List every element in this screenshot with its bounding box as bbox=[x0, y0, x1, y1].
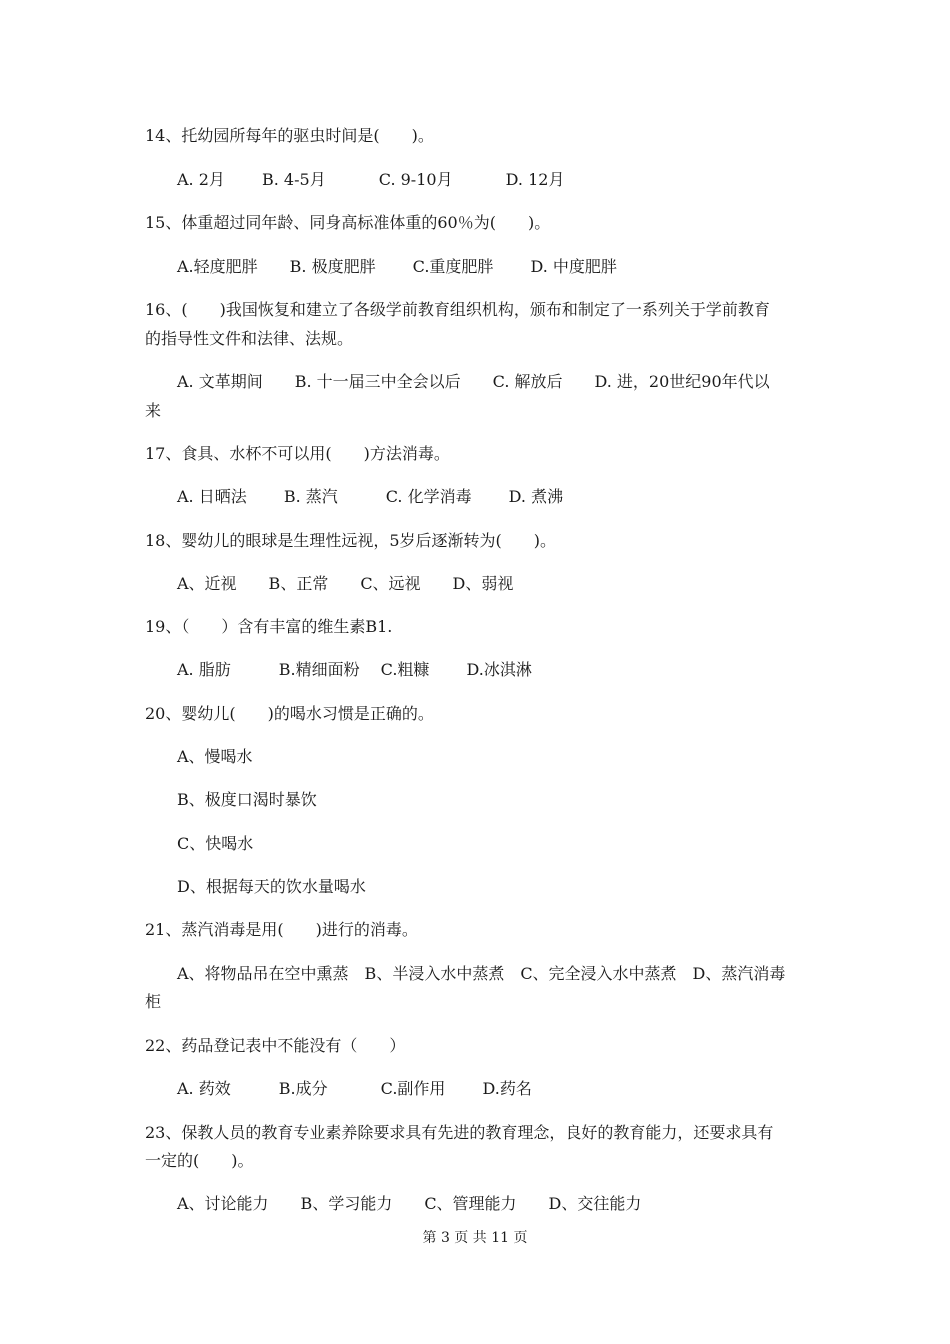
question-20-option-a: A、慢喝水 bbox=[177, 747, 253, 766]
question-20-option-d: D、根据每天的饮水量喝水 bbox=[177, 877, 366, 896]
question-19-options: A. 脂肪 B.精细面粉 C.粗糠 D.冰淇淋 bbox=[177, 660, 532, 679]
question-16-stem-line2: 的指导性文件和法律、法规。 bbox=[145, 329, 354, 348]
page-number-footer: 第 3 页 共 11 页 bbox=[422, 1230, 528, 1246]
question-21-options-line1: A、将物品吊在空中熏蒸 B、半浸入水中蒸煮 C、完全浸入水中蒸煮 D、蒸汽消毒 bbox=[177, 964, 786, 983]
question-21-stem: 21、蒸汽消毒是用( )进行的消毒。 bbox=[145, 920, 418, 939]
question-19-stem: 19、（ ）含有丰富的维生素B1. bbox=[145, 617, 393, 636]
question-15-options: A.轻度肥胖 B. 极度肥胖 C.重度肥胖 D. 中度肥胖 bbox=[177, 257, 617, 276]
question-17-options: A. 日晒法 B. 蒸汽 C. 化学消毒 D. 煮沸 bbox=[177, 487, 564, 506]
question-20-option-c: C、快喝水 bbox=[177, 834, 254, 853]
question-22-options: A. 药效 B.成分 C.副作用 D.药名 bbox=[177, 1079, 532, 1098]
question-21-options-line2: 柜 bbox=[145, 992, 162, 1011]
question-18-stem: 18、婴幼儿的眼球是生理性远视，5岁后逐渐转为( )。 bbox=[145, 531, 557, 550]
question-16-options-line2: 来 bbox=[145, 401, 162, 420]
question-20-stem: 20、婴幼儿( )的喝水习惯是正确的。 bbox=[145, 704, 434, 723]
question-17-stem: 17、食具、水杯不可以用( )方法消毒。 bbox=[145, 444, 450, 463]
question-22-stem: 22、药品登记表中不能没有（ ） bbox=[145, 1036, 406, 1055]
question-15-stem: 15、体重超过同年龄、同身高标准体重的60％为( )。 bbox=[145, 213, 551, 232]
question-23-options: A、讨论能力 B、学习能力 C、管理能力 D、交往能力 bbox=[177, 1194, 642, 1213]
question-23-stem-line1: 23、保教人员的教育专业素养除要求具有先进的教育理念，良好的教育能力，还要求具有 bbox=[145, 1123, 774, 1142]
question-16-options-line1: A. 文革期间 B. 十一届三中全会以后 C. 解放后 D. 进，20世纪90年代以 bbox=[177, 372, 770, 391]
question-20-option-b: B、极度口渴时暴饮 bbox=[177, 790, 317, 809]
question-18-options: A、近视 B、正常 C、远视 D、弱视 bbox=[177, 574, 514, 593]
question-16-stem-line1: 16、( )我国恢复和建立了各级学前教育组织机构，颁布和制定了一系列关于学前教育 bbox=[145, 300, 770, 319]
question-14-options: A. 2月 B. 4-5月 C. 9-10月 D. 12月 bbox=[177, 170, 565, 189]
question-14-stem: 14、托幼园所每年的驱虫时间是( )。 bbox=[145, 126, 434, 145]
question-23-stem-line2: 一定的( )。 bbox=[145, 1151, 254, 1170]
